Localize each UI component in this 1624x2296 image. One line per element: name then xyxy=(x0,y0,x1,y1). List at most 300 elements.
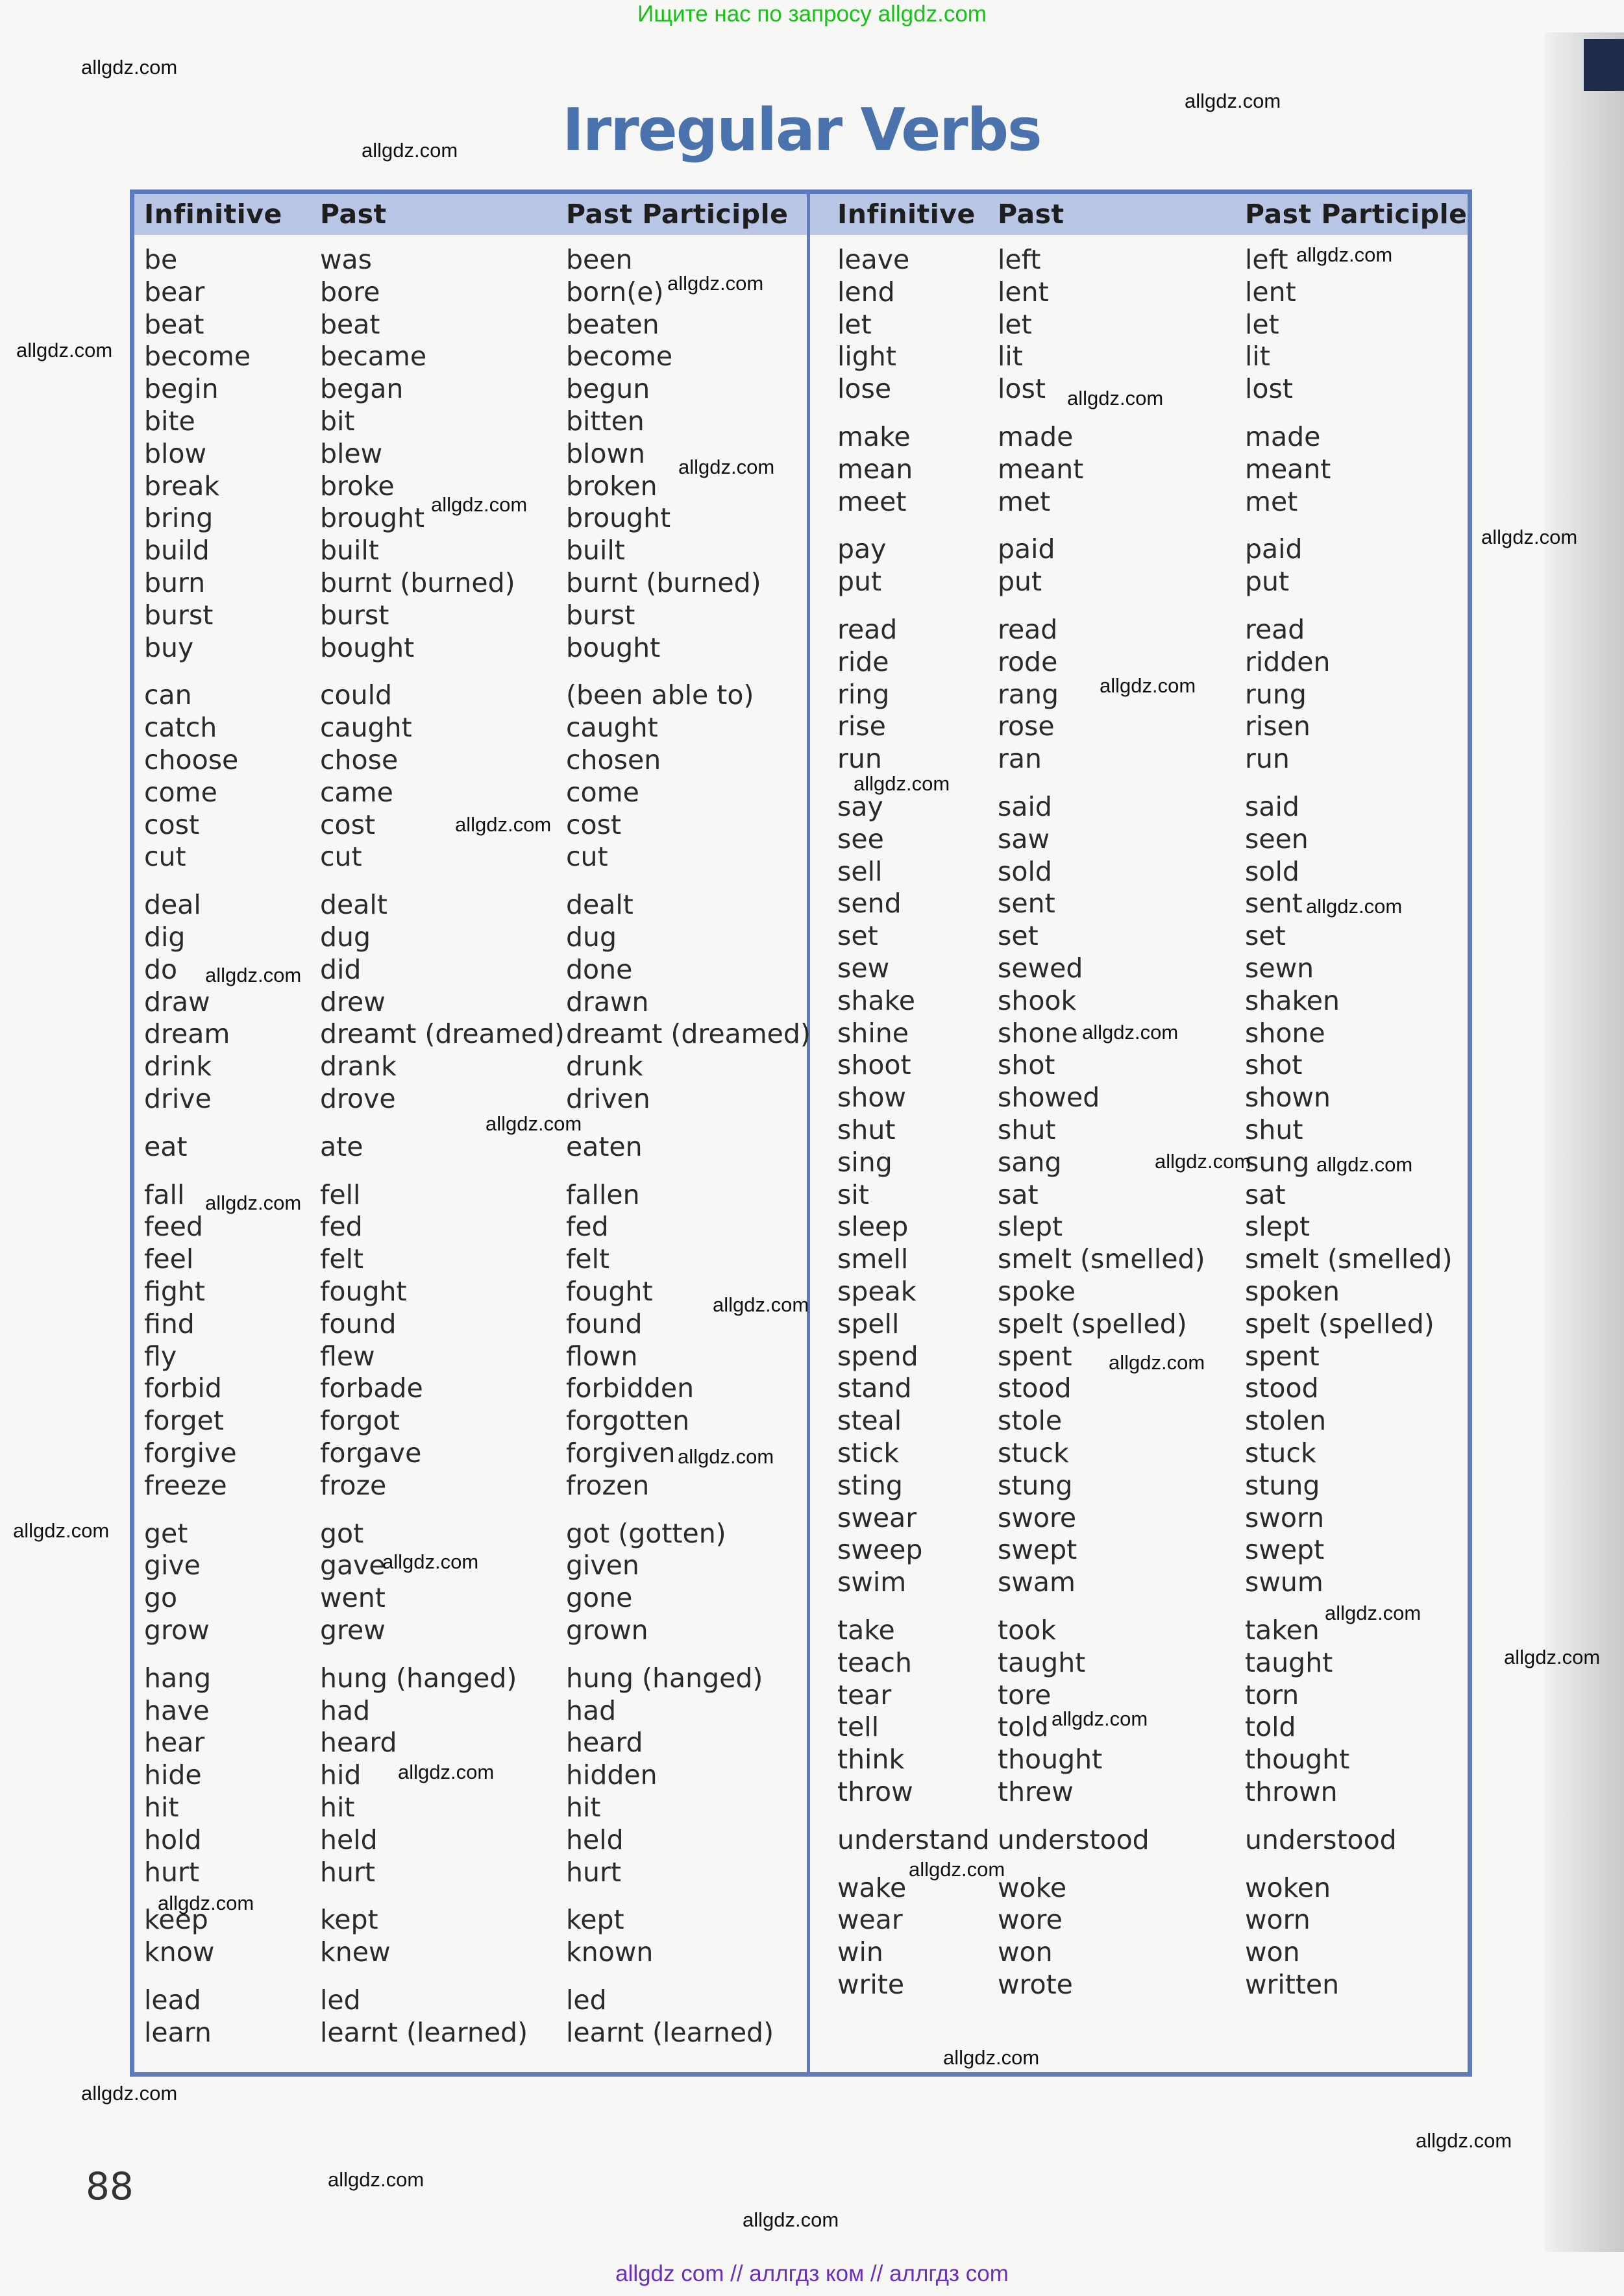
header-past-participle-right: Past Participle xyxy=(1245,199,1468,230)
header-past-participle-left: Past Participle xyxy=(566,199,789,230)
left-infinitive-cell: know xyxy=(144,1936,215,1968)
right-infinitive-cell: make xyxy=(837,421,911,452)
right-past-participle-cell: lent xyxy=(1245,276,1296,308)
left-past-participle-cell: held xyxy=(566,1824,624,1855)
right-infinitive-cell: teach xyxy=(837,1647,912,1678)
left-past-participle-cell: cost xyxy=(566,809,622,840)
left-past-cell: kept xyxy=(320,1904,378,1935)
left-infinitive-cell: fight xyxy=(144,1276,205,1307)
right-infinitive-cell: shine xyxy=(837,1018,909,1049)
left-past-participle-cell: flown xyxy=(566,1341,638,1372)
left-infinitive-cell: get xyxy=(144,1518,188,1549)
right-infinitive-cell: ring xyxy=(837,679,890,710)
right-infinitive-cell: throw xyxy=(837,1776,913,1807)
left-infinitive-cell: blow xyxy=(144,438,207,469)
watermark-text: allgdz.com xyxy=(362,139,458,162)
left-past-cell: hit xyxy=(320,1792,355,1823)
watermark-text: allgdz.com xyxy=(1296,243,1393,266)
watermark-text: allgdz.com xyxy=(382,1550,479,1573)
watermark-text: allgdz.com xyxy=(743,2208,839,2231)
right-past-cell: spent xyxy=(998,1341,1072,1372)
right-past-cell: stood xyxy=(998,1373,1072,1404)
left-infinitive-cell: forget xyxy=(144,1405,224,1436)
right-past-cell: stole xyxy=(998,1405,1063,1436)
left-infinitive-cell: drive xyxy=(144,1083,212,1114)
left-past-cell: cost xyxy=(320,809,376,840)
right-infinitive-cell: let xyxy=(837,309,872,340)
left-infinitive-cell: have xyxy=(144,1695,210,1726)
left-past-participle-cell: driven xyxy=(566,1083,650,1114)
right-past-cell: smelt (smelled) xyxy=(998,1243,1205,1275)
right-infinitive-cell: show xyxy=(837,1082,906,1113)
watermark-text: allgdz.com xyxy=(1504,1646,1601,1668)
left-past-participle-cell: led xyxy=(566,1985,607,2016)
watermark-text: allgdz.com xyxy=(81,56,178,79)
right-past-participle-cell: put xyxy=(1245,566,1290,597)
right-past-cell: swam xyxy=(998,1567,1076,1598)
left-past-cell: broke xyxy=(320,470,395,502)
bottom-banner: allgdz com // аллгдз ком // аллгдз com xyxy=(615,2261,1009,2286)
right-past-participle-cell: shone xyxy=(1245,1018,1325,1049)
right-past-cell: lost xyxy=(998,373,1046,404)
left-past-cell: went xyxy=(320,1582,386,1613)
watermark-text: allgdz.com xyxy=(398,1761,495,1783)
watermark-text: allgdz.com xyxy=(1306,895,1403,918)
right-past-cell: understood xyxy=(998,1824,1150,1855)
right-past-cell: rode xyxy=(998,646,1058,678)
left-infinitive-cell: hold xyxy=(144,1824,202,1855)
right-past-participle-cell: made xyxy=(1245,421,1321,452)
left-past-participle-cell: fought xyxy=(566,1276,653,1307)
right-past-cell: read xyxy=(998,614,1058,645)
right-past-participle-cell: let xyxy=(1245,309,1279,340)
left-past-cell: came xyxy=(320,777,393,808)
right-past-cell: sang xyxy=(998,1147,1062,1178)
left-infinitive-cell: drink xyxy=(144,1051,212,1082)
right-infinitive-cell: swear xyxy=(837,1502,917,1533)
right-infinitive-cell: shut xyxy=(837,1114,896,1145)
left-past-cell: dealt xyxy=(320,889,388,920)
left-infinitive-cell: feed xyxy=(144,1211,203,1242)
right-past-cell: lent xyxy=(998,276,1049,308)
book-edge-strip xyxy=(1584,39,1624,91)
right-past-participle-cell: left xyxy=(1245,244,1288,275)
left-past-participle-cell: forgotten xyxy=(566,1405,690,1436)
left-past-participle-cell: learnt (learned) xyxy=(566,2017,774,2048)
left-past-cell: felt xyxy=(320,1243,364,1275)
watermark-text: allgdz.com xyxy=(13,1519,110,1542)
right-past-participle-cell: spent xyxy=(1245,1341,1320,1372)
left-infinitive-cell: beat xyxy=(144,309,204,340)
left-past-participle-cell: had xyxy=(566,1695,617,1726)
right-past-participle-cell: risen xyxy=(1245,711,1310,742)
right-infinitive-cell: win xyxy=(837,1936,883,1968)
left-infinitive-cell: find xyxy=(144,1308,195,1339)
right-past-participle-cell: won xyxy=(1245,1936,1300,1968)
left-infinitive-cell: be xyxy=(144,244,178,275)
left-infinitive-cell: lead xyxy=(144,1985,201,2016)
left-infinitive-cell: hurt xyxy=(144,1857,199,1888)
right-past-participle-cell: understood xyxy=(1245,1824,1397,1855)
left-infinitive-cell: dig xyxy=(144,922,186,953)
top-banner: Ищите нас по запросу allgdz.com xyxy=(637,1,987,27)
left-past-cell: forgave xyxy=(320,1437,422,1469)
right-past-participle-cell: sung xyxy=(1245,1147,1310,1178)
right-past-participle-cell: meant xyxy=(1245,454,1331,485)
left-infinitive-cell: cut xyxy=(144,841,186,872)
left-past-participle-cell: born(e) xyxy=(566,276,664,308)
right-past-cell: swore xyxy=(998,1502,1077,1533)
right-infinitive-cell: wear xyxy=(837,1904,903,1935)
left-infinitive-cell: hear xyxy=(144,1727,205,1758)
right-past-participle-cell: sent xyxy=(1245,888,1303,919)
left-past-cell: found xyxy=(320,1308,397,1339)
right-past-cell: stuck xyxy=(998,1437,1069,1469)
left-past-cell: fell xyxy=(320,1179,361,1210)
right-infinitive-cell: send xyxy=(837,888,902,919)
right-past-cell: stung xyxy=(998,1470,1073,1501)
right-past-participle-cell: sewn xyxy=(1245,953,1314,984)
left-infinitive-cell: grow xyxy=(144,1615,210,1646)
right-infinitive-cell: rise xyxy=(837,711,886,742)
right-infinitive-cell: think xyxy=(837,1744,905,1775)
right-past-participle-cell: sold xyxy=(1245,856,1299,887)
header-past-right: Past xyxy=(998,199,1064,230)
left-past-cell: cut xyxy=(320,841,362,872)
right-infinitive-cell: speak xyxy=(837,1276,917,1307)
right-past-participle-cell: thrown xyxy=(1245,1776,1338,1807)
right-infinitive-cell: put xyxy=(837,566,882,597)
left-infinitive-cell: bear xyxy=(144,276,205,308)
left-past-participle-cell: dreamt (dreamed) xyxy=(566,1018,811,1049)
left-infinitive-cell: bite xyxy=(144,406,195,437)
right-past-participle-cell: stung xyxy=(1245,1470,1320,1501)
left-past-cell: held xyxy=(320,1824,378,1855)
left-infinitive-cell: begin xyxy=(144,373,219,404)
left-infinitive-cell: do xyxy=(144,954,178,985)
left-past-cell: beat xyxy=(320,309,380,340)
right-past-cell: paid xyxy=(998,533,1055,565)
left-past-cell: hurt xyxy=(320,1857,375,1888)
left-past-cell: built xyxy=(320,535,379,566)
right-past-cell: shot xyxy=(998,1049,1055,1081)
left-past-cell: got xyxy=(320,1518,364,1549)
right-past-cell: swept xyxy=(998,1534,1077,1565)
left-infinitive-cell: burst xyxy=(144,600,214,631)
right-infinitive-cell: swim xyxy=(837,1567,907,1598)
right-past-participle-cell: stolen xyxy=(1245,1405,1327,1436)
left-past-participle-cell: kept xyxy=(566,1904,624,1935)
right-past-cell: spoke xyxy=(998,1276,1076,1307)
left-past-participle-cell: begun xyxy=(566,373,650,404)
right-past-cell: sewed xyxy=(998,953,1083,984)
right-past-cell: slept xyxy=(998,1211,1063,1242)
left-past-participle-cell: heard xyxy=(566,1727,643,1758)
left-past-participle-cell: come xyxy=(566,777,639,808)
right-infinitive-cell: sew xyxy=(837,953,890,984)
left-past-participle-cell: gone xyxy=(566,1582,633,1613)
right-past-cell: put xyxy=(998,566,1042,597)
right-infinitive-cell: write xyxy=(837,1969,905,2000)
left-past-participle-cell: dealt xyxy=(566,889,634,920)
left-past-cell: forbade xyxy=(320,1373,423,1404)
left-past-participle-cell: become xyxy=(566,341,673,372)
left-infinitive-cell: build xyxy=(144,535,210,566)
left-past-participle-cell: brought xyxy=(566,502,671,533)
right-infinitive-cell: say xyxy=(837,791,883,822)
left-infinitive-cell: forbid xyxy=(144,1373,222,1404)
left-past-cell: grew xyxy=(320,1615,386,1646)
left-past-participle-cell: hidden xyxy=(566,1759,658,1790)
left-infinitive-cell: dream xyxy=(144,1018,230,1049)
right-past-participle-cell: spoken xyxy=(1245,1276,1340,1307)
left-past-cell: forgot xyxy=(320,1405,400,1436)
right-infinitive-cell: spend xyxy=(837,1341,918,1372)
right-past-cell: saw xyxy=(998,824,1050,855)
watermark-text: allgdz.com xyxy=(158,1892,254,1914)
left-past-participle-cell: built xyxy=(566,535,625,566)
left-infinitive-cell: burn xyxy=(144,567,206,598)
watermark-text: allgdz.com xyxy=(667,272,764,295)
right-past-participle-cell: read xyxy=(1245,614,1305,645)
right-past-cell: said xyxy=(998,791,1052,822)
right-past-cell: taught xyxy=(998,1647,1086,1678)
right-past-cell: rose xyxy=(998,711,1055,742)
right-past-participle-cell: sat xyxy=(1245,1179,1286,1210)
watermark-text: allgdz.com xyxy=(1316,1153,1413,1176)
right-infinitive-cell: leave xyxy=(837,244,910,275)
right-past-cell: spelt (spelled) xyxy=(998,1308,1187,1339)
left-past-participle-cell: bought xyxy=(566,632,661,663)
left-infinitive-cell: eat xyxy=(144,1131,188,1162)
watermark-text: allgdz.com xyxy=(328,2168,424,2191)
right-past-cell: showed xyxy=(998,1082,1100,1113)
left-past-participle-cell: known xyxy=(566,1936,654,1968)
left-past-participle-cell: grown xyxy=(566,1615,648,1646)
left-past-participle-cell: chosen xyxy=(566,744,661,776)
right-past-cell: lit xyxy=(998,341,1023,372)
left-infinitive-cell: go xyxy=(144,1582,178,1613)
right-past-participle-cell: said xyxy=(1245,791,1299,822)
watermark-text: allgdz.com xyxy=(455,813,552,836)
left-past-participle-cell: forbidden xyxy=(566,1373,695,1404)
left-infinitive-cell: hit xyxy=(144,1792,179,1823)
left-past-participle-cell: cut xyxy=(566,841,608,872)
right-past-cell: threw xyxy=(998,1776,1074,1807)
right-infinitive-cell: sell xyxy=(837,856,883,887)
left-past-participle-cell: got (gotten) xyxy=(566,1518,726,1549)
right-past-cell: left xyxy=(998,244,1041,275)
left-infinitive-cell: cost xyxy=(144,809,200,840)
watermark-text: allgdz.com xyxy=(909,1858,1005,1881)
left-past-participle-cell: burst xyxy=(566,600,635,631)
watermark-text: allgdz.com xyxy=(1416,2129,1512,2152)
left-past-participle-cell: given xyxy=(566,1550,639,1581)
right-past-participle-cell: rung xyxy=(1245,679,1307,710)
left-infinitive-cell: feel xyxy=(144,1243,194,1275)
right-infinitive-cell: read xyxy=(837,614,898,645)
watermark-text: allgdz.com xyxy=(1109,1351,1205,1374)
left-infinitive-cell: hang xyxy=(144,1663,212,1694)
left-past-participle-cell: caught xyxy=(566,712,658,743)
right-infinitive-cell: steal xyxy=(837,1405,902,1436)
left-infinitive-cell: become xyxy=(144,341,251,372)
left-infinitive-cell: hide xyxy=(144,1759,202,1790)
left-past-participle-cell: hurt xyxy=(566,1857,621,1888)
left-infinitive-cell: choose xyxy=(144,744,239,776)
right-infinitive-cell: wake xyxy=(837,1872,907,1903)
watermark-text: allgdz.com xyxy=(1082,1021,1179,1044)
left-past-cell: drank xyxy=(320,1051,397,1082)
watermark-text: allgdz.com xyxy=(1155,1150,1251,1173)
right-past-participle-cell: run xyxy=(1245,743,1290,774)
left-past-cell: did xyxy=(320,954,362,985)
right-past-participle-cell: lost xyxy=(1245,373,1293,404)
left-past-participle-cell: felt xyxy=(566,1243,610,1275)
right-infinitive-cell: pay xyxy=(837,533,887,565)
right-past-participle-cell: torn xyxy=(1245,1679,1299,1711)
right-past-participle-cell: taken xyxy=(1245,1615,1320,1646)
left-past-cell: led xyxy=(320,1985,361,2016)
left-infinitive-cell: deal xyxy=(144,889,201,920)
right-past-participle-cell: swum xyxy=(1245,1567,1323,1598)
left-past-cell: became xyxy=(320,341,427,372)
right-past-participle-cell: shot xyxy=(1245,1049,1303,1081)
left-past-cell: brought xyxy=(320,502,425,533)
right-past-participle-cell: ridden xyxy=(1245,646,1331,678)
left-past-participle-cell: fallen xyxy=(566,1179,640,1210)
watermark-text: allgdz.com xyxy=(1067,387,1164,409)
header-infinitive-left: Infinitive xyxy=(144,199,282,230)
right-infinitive-cell: lend xyxy=(837,276,895,308)
left-past-cell: heard xyxy=(320,1727,397,1758)
left-past-cell: was xyxy=(320,244,373,275)
right-infinitive-cell: tell xyxy=(837,1711,880,1742)
left-infinitive-cell: keep xyxy=(144,1904,208,1935)
left-past-cell: fed xyxy=(320,1211,363,1242)
left-past-cell: caught xyxy=(320,712,412,743)
right-infinitive-cell: set xyxy=(837,920,878,951)
right-infinitive-cell: shake xyxy=(837,985,915,1016)
right-infinitive-cell: sweep xyxy=(837,1534,923,1565)
watermark-text: allgdz.com xyxy=(713,1293,809,1316)
right-past-cell: woke xyxy=(998,1872,1067,1903)
left-past-cell: burnt (burned) xyxy=(320,567,515,598)
left-past-participle-cell: fed xyxy=(566,1211,609,1242)
left-past-cell: dug xyxy=(320,922,371,953)
right-past-participle-cell: shown xyxy=(1245,1082,1331,1113)
left-past-cell: drew xyxy=(320,986,386,1018)
left-past-participle-cell: hit xyxy=(566,1792,601,1823)
right-past-participle-cell: spelt (spelled) xyxy=(1245,1308,1434,1339)
right-past-participle-cell: seen xyxy=(1245,824,1309,855)
left-past-cell: began xyxy=(320,373,404,404)
header-infinitive-right: Infinitive xyxy=(837,199,976,230)
right-infinitive-cell: sit xyxy=(837,1179,869,1210)
left-infinitive-cell: learn xyxy=(144,2017,212,2048)
right-past-cell: meant xyxy=(998,454,1084,485)
right-past-participle-cell: woken xyxy=(1245,1872,1331,1903)
left-infinitive-cell: give xyxy=(144,1550,201,1581)
left-past-participle-cell: bitten xyxy=(566,406,645,437)
right-past-participle-cell: worn xyxy=(1245,1904,1310,1935)
left-past-cell: chose xyxy=(320,744,399,776)
right-past-cell: thought xyxy=(998,1744,1103,1775)
right-past-cell: sat xyxy=(998,1179,1039,1210)
right-past-cell: told xyxy=(998,1711,1049,1742)
right-past-participle-cell: smelt (smelled) xyxy=(1245,1243,1453,1275)
right-infinitive-cell: mean xyxy=(837,454,913,485)
left-past-participle-cell: drunk xyxy=(566,1051,643,1082)
right-infinitive-cell: smell xyxy=(837,1243,909,1275)
right-past-cell: met xyxy=(998,486,1051,517)
left-infinitive-cell: draw xyxy=(144,986,210,1018)
right-past-cell: shone xyxy=(998,1018,1078,1049)
right-past-participle-cell: shut xyxy=(1245,1114,1303,1145)
column-divider xyxy=(807,194,810,2072)
watermark-text: allgdz.com xyxy=(1052,1707,1148,1730)
right-past-participle-cell: swept xyxy=(1245,1534,1325,1565)
watermark-text: allgdz.com xyxy=(943,2046,1040,2069)
left-past-cell: dreamt (dreamed) xyxy=(320,1018,565,1049)
right-infinitive-cell: ride xyxy=(837,646,889,678)
right-infinitive-cell: spell xyxy=(837,1308,900,1339)
left-past-participle-cell: frozen xyxy=(566,1470,650,1501)
right-past-participle-cell: sworn xyxy=(1245,1502,1325,1533)
right-past-cell: took xyxy=(998,1615,1056,1646)
right-past-participle-cell: told xyxy=(1245,1711,1296,1742)
right-past-cell: won xyxy=(998,1936,1053,1968)
watermark-text: allgdz.com xyxy=(854,772,950,795)
right-infinitive-cell: understand xyxy=(837,1824,990,1855)
right-past-cell: set xyxy=(998,920,1039,951)
left-infinitive-cell: forgive xyxy=(144,1437,237,1469)
watermark-text: allgdz.com xyxy=(205,964,302,986)
left-infinitive-cell: can xyxy=(144,679,192,711)
left-past-cell: bit xyxy=(320,406,355,437)
right-past-cell: shook xyxy=(998,985,1077,1016)
left-past-cell: hung (hanged) xyxy=(320,1663,517,1694)
left-past-cell: froze xyxy=(320,1470,387,1501)
right-past-participle-cell: stood xyxy=(1245,1373,1319,1404)
right-infinitive-cell: light xyxy=(837,341,896,372)
left-past-participle-cell: found xyxy=(566,1308,643,1339)
watermark-text: allgdz.com xyxy=(205,1191,302,1214)
right-past-participle-cell: lit xyxy=(1245,341,1270,372)
right-past-cell: sent xyxy=(998,888,1055,919)
right-past-cell: ran xyxy=(998,743,1042,774)
right-past-cell: rang xyxy=(998,679,1059,710)
right-past-participle-cell: taught xyxy=(1245,1647,1333,1678)
right-past-participle-cell: thought xyxy=(1245,1744,1350,1775)
watermark-text: allgdz.com xyxy=(1325,1602,1421,1624)
left-past-cell: burst xyxy=(320,600,389,631)
right-infinitive-cell: tear xyxy=(837,1679,892,1711)
right-infinitive-cell: stand xyxy=(837,1373,912,1404)
left-past-cell: drove xyxy=(320,1083,396,1114)
left-past-participle-cell: hung (hanged) xyxy=(566,1663,763,1694)
left-past-cell: gave xyxy=(320,1550,386,1581)
watermark-text: allgdz.com xyxy=(1481,526,1578,548)
watermark-text: allgdz.com xyxy=(81,2082,178,2105)
right-past-cell: sold xyxy=(998,856,1052,887)
right-infinitive-cell: lose xyxy=(837,373,892,404)
page-number: 88 xyxy=(86,2164,134,2208)
left-past-participle-cell: drawn xyxy=(566,986,649,1018)
left-past-participle-cell: broken xyxy=(566,470,658,502)
left-past-participle-cell: (been able to) xyxy=(566,679,754,711)
right-infinitive-cell: see xyxy=(837,824,884,855)
